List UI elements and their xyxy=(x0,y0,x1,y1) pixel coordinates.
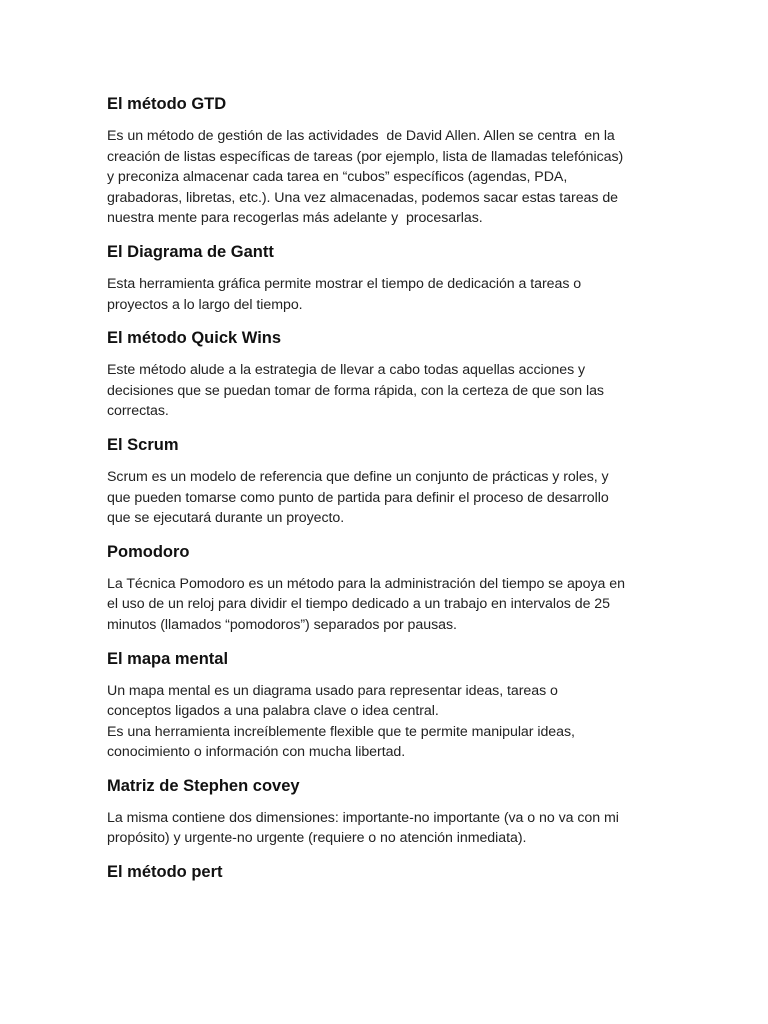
document-page xyxy=(107,86,677,894)
paragraph-line: creación de listas específicas de tareas (por ejemplo, lista de llamadas telefónicas) xyxy=(107,148,624,165)
section-pert xyxy=(107,862,677,882)
paragraph-line: conocimiento o información con mucha libertad. xyxy=(107,744,406,761)
section-heading: Matriz de Stephen covey xyxy=(107,776,300,795)
section-quick-wins xyxy=(107,328,677,422)
section-gantt xyxy=(107,242,677,315)
paragraph-line: Un mapa mental es un diagrama usado para representar ideas, tareas o xyxy=(107,682,558,699)
paragraph-line: Es una herramienta increíblemente flexible que te permite manipular ideas, xyxy=(107,723,575,740)
section-paragraph xyxy=(107,808,677,849)
section-matriz-covey xyxy=(107,776,677,849)
section-pomodoro xyxy=(107,542,677,636)
section-heading: Pomodoro xyxy=(107,542,190,561)
section-paragraph xyxy=(107,467,677,529)
section-heading: El método pert xyxy=(107,863,223,882)
section-paragraph xyxy=(107,126,677,229)
section-paragraph xyxy=(107,274,677,315)
paragraph-line: Es un método de gestión de las actividades de David Allen. Allen se centra en la xyxy=(107,128,615,144)
paragraph-line: proyectos a lo largo del tiempo. xyxy=(107,296,303,313)
paragraph-line: decisiones que se puedan tomar de forma rápida, con la certeza de que son las xyxy=(107,382,604,399)
section-paragraph xyxy=(107,360,677,422)
section-mapa-mental xyxy=(107,649,677,763)
paragraph-line: el uso de un reloj para dividir el tiempo dedicado a un trabajo en intervalos de 25 xyxy=(107,596,610,613)
paragraph-line: La misma contiene dos dimensiones: importante-no importante (va o no va con mi xyxy=(107,809,619,826)
paragraph-line: que pueden tomarse como punto de partida para definir el proceso de desarrollo xyxy=(107,489,609,506)
paragraph-line: grabadoras, libretas, etc.). Una vez almacenadas, podemos sacar estas tareas de xyxy=(107,189,619,206)
paragraph-line: propósito) y urgente-no urgente (requiere o no atención inmediata). xyxy=(107,830,527,847)
section-heading: El método GTD xyxy=(107,95,227,113)
section-paragraph xyxy=(107,574,677,636)
section-gtd xyxy=(107,94,677,229)
paragraph-line: que se ejecutará durante un proyecto. xyxy=(107,510,345,527)
section-heading: El Scrum xyxy=(107,435,179,454)
section-paragraph xyxy=(107,681,677,763)
paragraph-line: minutos (llamados “pomodoros”) separados por pausas. xyxy=(107,616,457,633)
paragraph-line: y preconiza almacenar cada tarea en “cubos” específicos (agendas, PDA, xyxy=(107,169,568,186)
section-heading: El mapa mental xyxy=(107,649,229,668)
section-heading: El método Quick Wins xyxy=(107,329,282,348)
paragraph-line: nuestra mente para recogerlas más adelante y procesarlas. xyxy=(107,210,483,227)
section-heading: El Diagrama de Gantt xyxy=(107,242,274,261)
paragraph-line: Esta herramienta gráfica permite mostrar el tiempo de dedicación a tareas o xyxy=(107,275,582,292)
paragraph-line: La Técnica Pomodoro es un método para la administración del tiempo se apoya en xyxy=(107,575,625,592)
paragraph-line: Scrum es un modelo de referencia que define un conjunto de prácticas y roles, y xyxy=(107,468,609,485)
paragraph-line: conceptos ligados a una palabra clave o idea central. xyxy=(107,703,439,720)
paragraph-line: Este método alude a la estrategia de llevar a cabo todas aquellas acciones y xyxy=(107,362,586,379)
section-scrum xyxy=(107,435,677,529)
paragraph-line: correctas. xyxy=(107,403,169,420)
